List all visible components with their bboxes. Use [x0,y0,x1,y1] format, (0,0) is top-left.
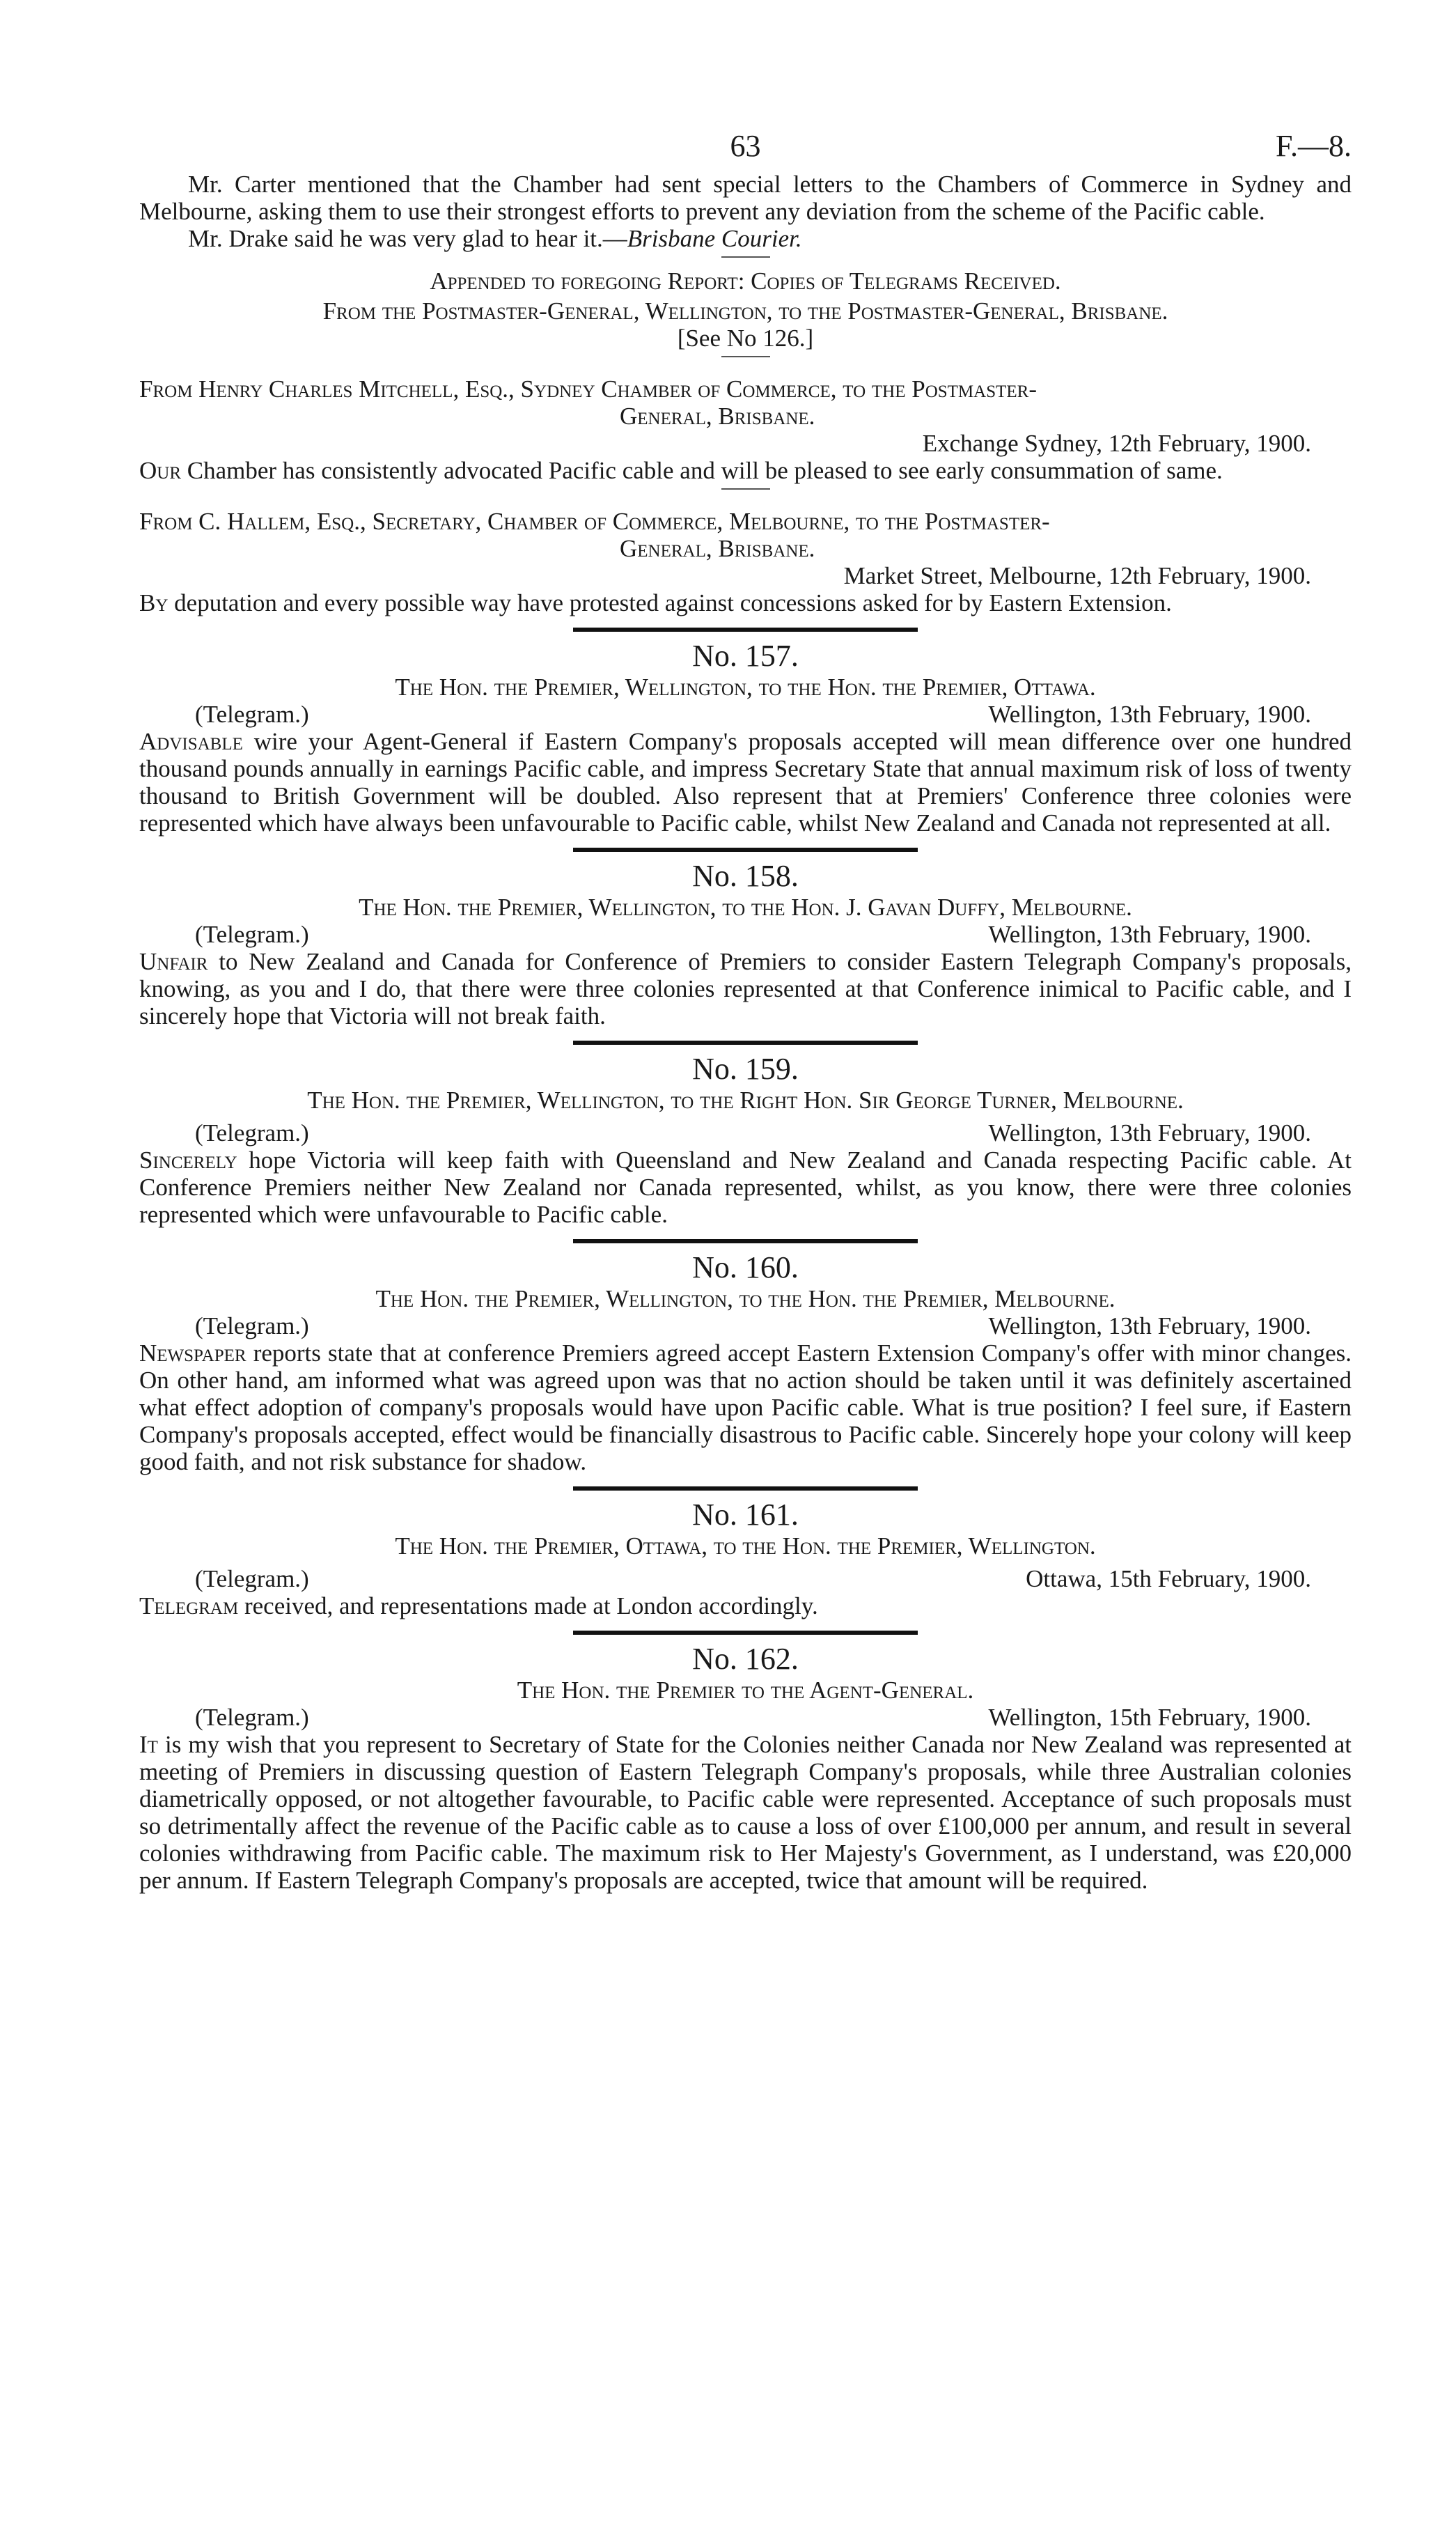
section-address: The Hon. the Premier to the Agent-General. [517,1677,974,1704]
see-reference: [See No 126.] [677,325,814,352]
section-lead: Sincerely [139,1146,237,1174]
intro-paragraph-carter: Mr. Carter mentioned that the Chamber had sent special letters to the Chambers of Commerce in Sydney and Melbourne, asking them to use their strongest efforts to prevent any deviation from the scheme of the Pacific cable. [139,171,1352,225]
section-address: The Hon. the Premier, Wellington, to the Right Hon. Sir George Turner, Melbourne. [307,1087,1184,1114]
telegram-line [139,1312,1352,1339]
section-body [139,1731,1352,1894]
telegram-label: (Telegram.) [195,1312,309,1339]
appended-heading: Appended to foregoing Report: Copies of Telegrams Received. [430,267,1061,295]
section-lead: Advisable [139,728,243,755]
source-citation: Brisbane Courier. [627,225,802,252]
section-body [139,1339,1352,1475]
mitchell-from-line1: From Henry Charles Mitchell, Esq., Sydney Chamber of Commerce, to the Postmaster- [139,375,1037,403]
telegram-place-date: Wellington, 13th February, 1900. [988,1119,1311,1146]
section-rule [573,1041,918,1045]
section-lead: Newspaper [139,1339,246,1367]
hallem-text: deputation and every possible way have protested against concessions asked for by Eastern Extension. [168,589,1172,616]
hallem-from-line1: From C. Hallem, Esq., Secretary, Chamber of Commerce, Melbourne, to the Postmaster- [139,508,1050,535]
section-lead: It [139,1731,158,1758]
divider [721,256,770,258]
section-text: wire your Agent-General if Eastern Company's proposals accepted will mean difference over one hundred thousand pounds annually in earnings Pacific cable, and impress Secretary State that annual maximum risk of loss of twenty thousand to British Government will be doubled. Also represent that at Premiers' Conference three colonies were represented which have always been unfavourable to Pacific cable, whilst New Zealand and Canada not represented at all. [139,728,1352,837]
section-number: No. 162. [692,1642,799,1676]
section-body [139,948,1352,1029]
spacer [139,362,1352,375]
section-address: The Hon. the Premier, Wellington, to the Hon. the Premier, Ottawa. [395,674,1096,701]
telegram-label: (Telegram.) [195,1119,309,1146]
section-address: The Hon. the Premier, Ottawa, to the Hon. the Premier, Wellington. [395,1532,1096,1560]
section-number: No. 157. [692,639,799,673]
section-body [139,1146,1352,1228]
page-header [139,129,1352,171]
hallem-place-date: Market Street, Melbourne, 12th February, 1900. [843,562,1311,589]
appended-from-text: From the Postmaster-General, Wellington, to the Postmaster-General, Brisbane. [322,297,1168,325]
section-rule [573,1631,918,1635]
section-address: The Hon. the Premier, Wellington, to the Hon. J. Gavan Duffy, Melbourne. [359,894,1132,921]
telegram-label: (Telegram.) [195,1565,309,1592]
document-reference: F.—8. [1276,129,1352,163]
telegram-place-date: Wellington, 15th February, 1900. [988,1704,1311,1731]
telegram-line [139,1119,1352,1146]
divider [721,488,770,490]
section-text: reports state that at conference Premiers agreed accept Eastern Extension Company's offer with minor changes. On other hand, am informed what was agreed upon was that no action should be taken until it was definitely ascertained what effect adoption of company's proposals would have upon Pacific cable. What is true position? I feel sure, if Eastern Company's proposals accepted, effect would be financially disastrous to Pacific cable. Sincerely hope your colony will keep good faith, and not risk substance for shadow. [139,1339,1352,1475]
section-text: to New Zealand and Canada for Conference of Premiers to consider Eastern Telegraph Company's proposals, knowing, as you and I do, that there were three colonies represented at that Conference inimical to Pacific cable, and I sincerely hope that Victoria will not break faith. [139,948,1352,1029]
section-number: No. 160. [692,1250,799,1284]
appended-from-line [139,297,1352,325]
section-body [139,1592,1352,1619]
section-rule [573,628,918,632]
hallem-lead: By [139,589,169,616]
telegram-line [139,921,1352,948]
drake-text: Mr. Drake said he was very glad to hear it.— [188,225,627,252]
section-number: No. 161. [692,1498,799,1532]
page-number: 63 [730,129,761,163]
mitchell-body [139,457,1352,484]
section-rule [573,1486,918,1491]
section-rule [573,848,918,852]
section-rule [573,1239,918,1243]
section-number: No. 159. [692,1052,799,1086]
divider [721,356,770,357]
telegram-line [139,701,1352,728]
telegram-place-date: Wellington, 13th February, 1900. [988,701,1311,728]
telegram-place-date: Ottawa, 15th February, 1900. [1026,1565,1311,1592]
telegram-label: (Telegram.) [195,921,309,948]
spacer [139,494,1352,508]
telegram-line [139,1565,1352,1592]
intro-paragraph-drake [139,225,1352,252]
section-lead: Unfair [139,948,208,975]
mitchell-text: Chamber has consistently advocated Pacific cable and will be pleased to see early consummation of same. [181,457,1223,484]
hallem-from-line2: General, Brisbane. [620,535,815,562]
telegram-label: (Telegram.) [195,1704,309,1731]
section-text: received, and representations made at London accordingly. [238,1592,818,1619]
section-lead: Telegram [139,1592,239,1619]
telegram-place-date: Wellington, 13th February, 1900. [988,1312,1311,1339]
section-number: No. 158. [692,859,799,893]
mitchell-place-date: Exchange Sydney, 12th February, 1900. [922,430,1311,457]
section-text: hope Victoria will keep faith with Queensland and New Zealand and Canada respecting Pacific cable. At Conference Premiers neither New Zealand nor Canada represented, whilst, as you know, there were three colonies represented which were unfavourable to Pacific cable. [139,1146,1352,1228]
telegram-place-date: Wellington, 13th February, 1900. [988,921,1311,948]
hallem-body [139,589,1352,616]
mitchell-lead: Our [139,457,182,484]
section-address: The Hon. the Premier, Wellington, to the Hon. the Premier, Melbourne. [375,1285,1116,1312]
section-body [139,728,1352,837]
telegram-label: (Telegram.) [195,701,309,728]
mitchell-from-line2: General, Brisbane. [620,403,815,430]
telegram-line [139,1704,1352,1731]
section-text: is my wish that you represent to Secretary of State for the Colonies neither Canada nor New Zealand was represented at meeting of Premiers in discussing question of Eastern Telegraph Company's proposals, while three Australian colonies diametrically opposed, or not altogether favourable, to Pacific cable were represented. Acceptance of such proposals must so detrimentally affect the revenue of the Pacific cable as to cause a loss of over £100,000 per annum, and result in several colonies withdrawing from Pacific cable. The maximum risk to Her Majesty's Government, as I understand, was £20,000 per annum. If Eastern Telegraph Company's proposals are accepted, twice that amount will be required. [139,1731,1352,1894]
